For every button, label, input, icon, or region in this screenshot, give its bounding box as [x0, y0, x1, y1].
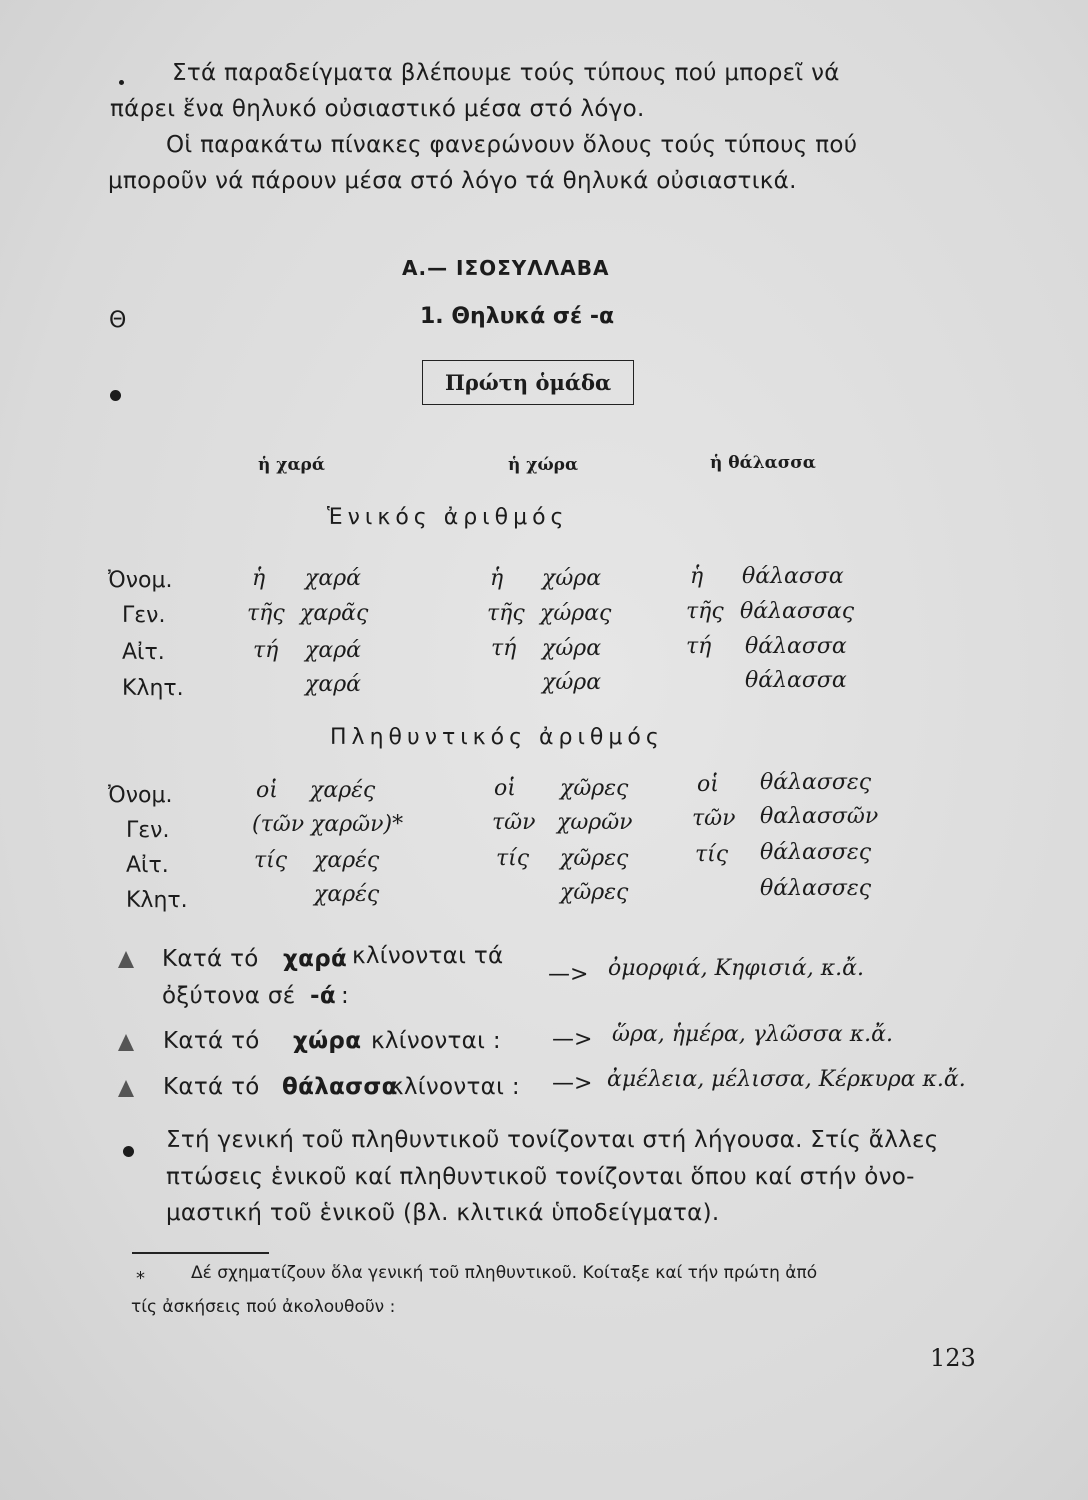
bullet-dot [119, 80, 124, 85]
footnote-rule [132, 1252, 269, 1254]
rule-colon: : [341, 983, 350, 1009]
article: τίς [254, 848, 288, 873]
form: θάλασσα [745, 634, 847, 659]
headword-chara: ἡ χαρά [258, 455, 325, 475]
arrow-icon: —> [552, 1071, 593, 1096]
article: τή [253, 638, 279, 663]
form: χαρές [314, 882, 380, 907]
form: θάλασσα [745, 668, 847, 693]
article: οἱ [697, 772, 719, 797]
section-title: Α.— ΙΣΟΣΥΛΛΑΒΑ [402, 256, 610, 280]
rule-suffix: κλίνονται : [390, 1074, 520, 1100]
form: χώρα [542, 636, 602, 661]
form: θαλασσῶν [760, 804, 879, 829]
rule-suffix: κλίνονται : [371, 1028, 501, 1054]
rule-ending: -ά [310, 983, 336, 1009]
intro-line-2: πάρει ἕνα θηλυκό οὐσιαστικό μέσα στό λόγο. [110, 96, 645, 122]
article: ἡ [252, 566, 266, 591]
headword-chora: ἡ χώρα [508, 455, 579, 475]
article: τῶν [492, 810, 536, 835]
note-line-1: Στή γενική τοῦ πληθυντικοῦ τονίζονται στή λήγουσα. Στίς ἄλλες [166, 1127, 939, 1153]
headword-thalassa: ἡ θάλασσα [710, 453, 816, 473]
page-number: 123 [930, 1344, 976, 1372]
case-label: Γεν. [122, 603, 166, 628]
case-label: Αἰτ. [126, 853, 169, 878]
form: χώρα [542, 670, 602, 695]
footnote-star: * [136, 1268, 145, 1289]
form: χῶρες [560, 880, 629, 905]
form: θάλασσα [742, 564, 844, 589]
intro-line-4: μποροῦν νά πάρουν μέσα στό λόγο τά θηλυκά οὐσιαστικά. [108, 168, 797, 194]
form: χώρα [542, 566, 602, 591]
article: ἡ [490, 566, 504, 591]
form: χῶρες [560, 776, 629, 801]
note-line-2: πτώσεις ἑνικοῦ καί πληθυντικοῦ τονίζονται ὅπου καί στήν ὀνο- [166, 1164, 915, 1190]
form: θάλασσες [760, 840, 872, 865]
article: τῶν [692, 806, 736, 831]
rule-examples: ὀμορφιά, Κηφισιά, κ.ἄ. [608, 956, 864, 981]
theta-icon: Θ [109, 308, 127, 333]
form: θάλασσες [760, 770, 872, 795]
rule-examples: ἀμέλεια, μέλισσα, Κέρκυρα κ.ἄ. [607, 1067, 966, 1092]
plural-title: Πληθυντικός ἀριθμός [330, 725, 664, 750]
article: τῆς [686, 599, 724, 624]
article: τή [491, 636, 517, 661]
rule-prefix: Κατά τό [163, 1074, 260, 1100]
footnote-line-1: Δέ σχηματίζουν ὅλα γενική τοῦ πληθυντικοῦ. Κοίταξε καί τήν πρώτη ἀπό [191, 1263, 818, 1283]
form: χαρᾶς [300, 601, 369, 626]
form-genitive-plural: (τῶν χαρῶν)* [252, 812, 404, 837]
article: τίς [695, 842, 729, 867]
form: χαρά [305, 638, 361, 663]
footnote-line-2: τίς ἀσκήσεις πού ἀκολουθοῦν : [131, 1297, 396, 1317]
form: χῶρες [560, 846, 629, 871]
bullet-dot [110, 390, 121, 401]
case-label: Ὀνομ. [108, 568, 173, 593]
intro-line-1: Στά παραδείγματα βλέπουμε τούς τύπους πού μπορεῖ νά [172, 60, 840, 86]
rule-prefix: Κατά τό [162, 946, 259, 972]
rule-word: χώρα [293, 1028, 362, 1054]
note-line-3: μαστική τοῦ ἑνικοῦ (βλ. κλιτικά ὑποδείγματα). [166, 1200, 720, 1226]
intro-line-3: Οἱ παρακάτω πίνακες φανερώνουν ὅλους τούς τύπους πού [166, 132, 858, 158]
arrow-icon: —> [548, 962, 589, 987]
article: ἡ [690, 564, 704, 589]
section-subtitle: 1. Θηλυκά σέ -α [420, 304, 615, 329]
group-box: Πρώτη ὁμάδα [422, 360, 634, 405]
rule-suffix: κλίνονται τά [352, 943, 504, 969]
rule-word: χαρά [283, 946, 348, 972]
case-label: Γεν. [126, 818, 170, 843]
form: χώρας [540, 601, 612, 626]
case-label: Ὀνομ. [108, 783, 173, 808]
rule-examples: ὥρα, ἡμέρα, γλῶσσα κ.ἄ. [612, 1022, 893, 1047]
form: χαρές [314, 848, 380, 873]
rule-word: θάλασσα [282, 1074, 398, 1100]
case-label: Κλητ. [126, 888, 188, 913]
article: οἱ [494, 776, 516, 801]
singular-title: Ἑνικός ἀριθμός [327, 505, 569, 530]
rule-line2: ὀξύτονα σέ [162, 983, 296, 1009]
article: τή [686, 634, 712, 659]
form: χαρά [305, 672, 361, 697]
article: τῆς [487, 601, 525, 626]
form: χαρά [305, 566, 361, 591]
form: χαρές [310, 778, 376, 803]
rule-prefix: Κατά τό [163, 1028, 260, 1054]
triangle-icon [118, 951, 134, 968]
article: τῆς [247, 601, 285, 626]
article: οἱ [256, 778, 278, 803]
arrow-icon: —> [552, 1027, 593, 1052]
case-label: Αἰτ. [122, 640, 165, 665]
bullet-dot [123, 1146, 134, 1157]
triangle-icon [118, 1080, 134, 1097]
case-label: Κλητ. [122, 676, 184, 701]
article: τίς [496, 846, 530, 871]
form: θάλασσας [740, 599, 855, 624]
triangle-icon [118, 1034, 134, 1051]
form: χωρῶν [557, 810, 633, 835]
form: θάλασσες [760, 876, 872, 901]
